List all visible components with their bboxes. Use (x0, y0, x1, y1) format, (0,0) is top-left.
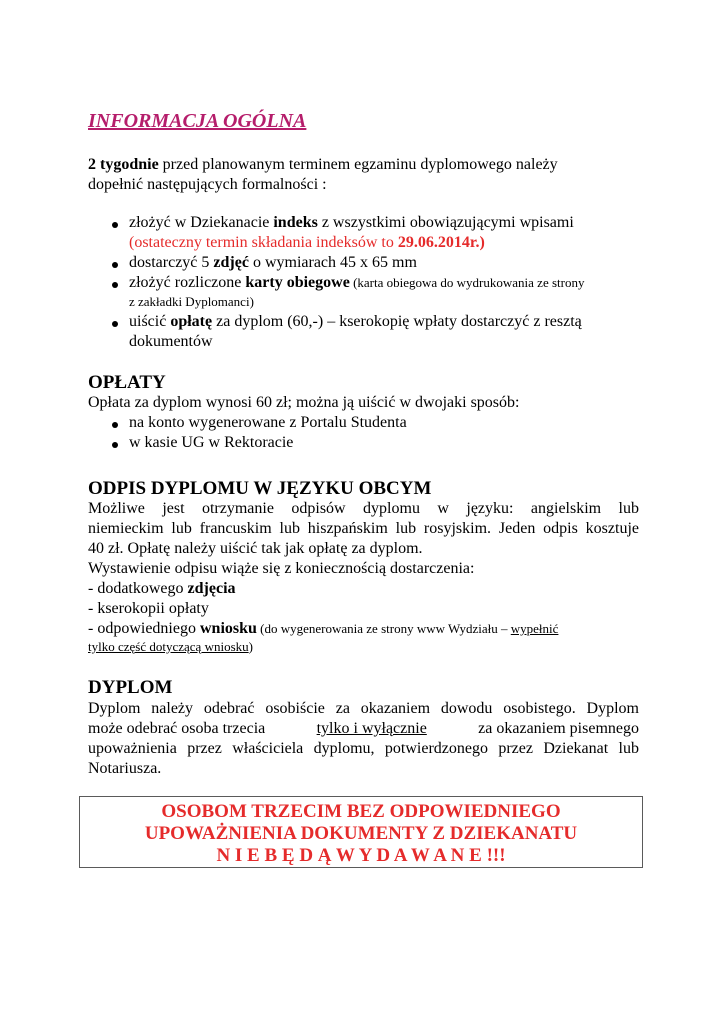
requirement-note-underlined: wypełnić (510, 621, 559, 636)
requirement-text: - odpowiedniego (88, 620, 200, 637)
diploma-text-line-3: upoważnienia przez właściciela dyplomu, potwierdzonego przez Dziekanat lub (88, 740, 639, 757)
item-bold: indeks (273, 214, 318, 231)
item-note: (karta obiegowa do wydrukowania ze strony (349, 275, 585, 290)
diploma-heading: DYPLOM (88, 677, 173, 698)
list-item-photos (129, 253, 417, 273)
item-note-line-2: z zakładki Dyplomanci) (129, 294, 254, 309)
requirement-note-underlined: tylko część dotyczącą wniosku (88, 639, 249, 654)
page-title: INFORMACJA OGÓLNA (88, 110, 307, 132)
bullet-icon (112, 321, 118, 327)
requirement-note-line-2 (88, 638, 253, 655)
item-text: uiścić (129, 313, 171, 330)
deadline-date: 29.06.2014r.) (397, 234, 485, 251)
diploma-text-underlined: tylko i wyłącznie (316, 720, 427, 737)
intro-line-2: dopełnić następujących formalności : (88, 176, 327, 193)
list-item-cards (129, 273, 584, 293)
bullet-icon (112, 222, 118, 228)
intro-line-1 (88, 155, 558, 175)
requirement-note-end: ) (248, 639, 253, 654)
requirement-item (88, 619, 558, 639)
bullet-icon (112, 422, 118, 428)
item-text: złożyć w Dziekanacie (129, 214, 274, 231)
diploma-text-line-4: Notariusza. (88, 760, 162, 777)
copy-text-line-3: 40 zł. Opłatę należy uiścić tak jak opłatę za dyplom. (88, 540, 423, 557)
requirement-item: - kserokopii opłaty (88, 600, 209, 617)
fees-option: na konto wygenerowane z Portalu Studenta (129, 414, 407, 431)
bullet-icon (112, 282, 118, 288)
copy-text-line-2: niemieckim lub francuskim lub hiszpańskim lub rosyjskim. Jeden odpis kosztuje (88, 520, 639, 537)
diploma-text-line-2 (88, 719, 639, 739)
requirement-text: - dodatkowego (88, 580, 188, 597)
list-item-fee (129, 312, 582, 332)
item-text-line-2: dokumentów (129, 333, 213, 350)
intro-text: przed planowanym terminem egzaminu dyplomowego należy (158, 156, 558, 173)
fees-option: w kasie UG w Rektoracie (129, 434, 294, 451)
diploma-text: może odebrać osoba trzecia (88, 720, 266, 737)
deadline-text: (ostateczny termin składania indeksów to (129, 234, 398, 251)
bullet-icon (112, 442, 118, 448)
item-text: z wszystkimi obowiązującymi wpisami (317, 214, 574, 231)
warning-line-1: OSOBOM TRZECIM BEZ ODPOWIEDNIEGO (161, 801, 561, 822)
copy-text-line-1: Możliwe jest otrzymanie odpisów dyplomu w języku: angielskim lub (88, 500, 639, 517)
item-text: dostarczyć 5 (129, 254, 214, 271)
item-text: o wymiarach 45 x 65 mm (248, 254, 417, 271)
warning-line-3: N I E B Ę D Ą W Y D A W A N E !!! (216, 845, 506, 866)
copy-requirements-intro: Wystawienie odpisu wiąże się z koniecznością dostarczenia: (88, 560, 475, 577)
fees-heading: OPŁATY (88, 372, 166, 393)
item-bold: opłatę (170, 313, 213, 330)
diploma-text: za okazaniem pisemnego (478, 720, 639, 737)
requirement-item (88, 579, 236, 599)
bullet-icon (112, 262, 118, 268)
requirement-bold: zdjęcia (187, 580, 236, 597)
fees-text: Opłata za dyplom wynosi 60 zł; można ją uiścić w dwojaki sposób: (88, 394, 520, 411)
diploma-text-line-1: Dyplom należy odebrać osobiście za okazaniem dowodu osobistego. Dyplom (88, 700, 639, 717)
warning-line-2: UPOWAŻNIENIA DOKUMENTY Z DZIEKANATU (144, 823, 578, 844)
intro-bold: 2 tygodnie (88, 156, 159, 173)
deadline-note (129, 233, 485, 253)
item-text: za dyplom (60,-) – kserokopię wpłaty dostarczyć z resztą (212, 313, 582, 330)
item-bold: zdjęć (213, 254, 249, 271)
requirement-bold: wniosku (199, 620, 257, 637)
warning-box (79, 796, 643, 868)
copy-heading: ODPIS DYPLOMU W JĘZYKU OBCYM (88, 478, 432, 499)
list-item-index (129, 213, 574, 233)
item-text: złożyć rozliczone (129, 274, 246, 291)
item-bold: karty obiegowe (245, 274, 350, 291)
requirement-note: (do wygenerowania ze strony www Wydziału – (256, 621, 511, 636)
